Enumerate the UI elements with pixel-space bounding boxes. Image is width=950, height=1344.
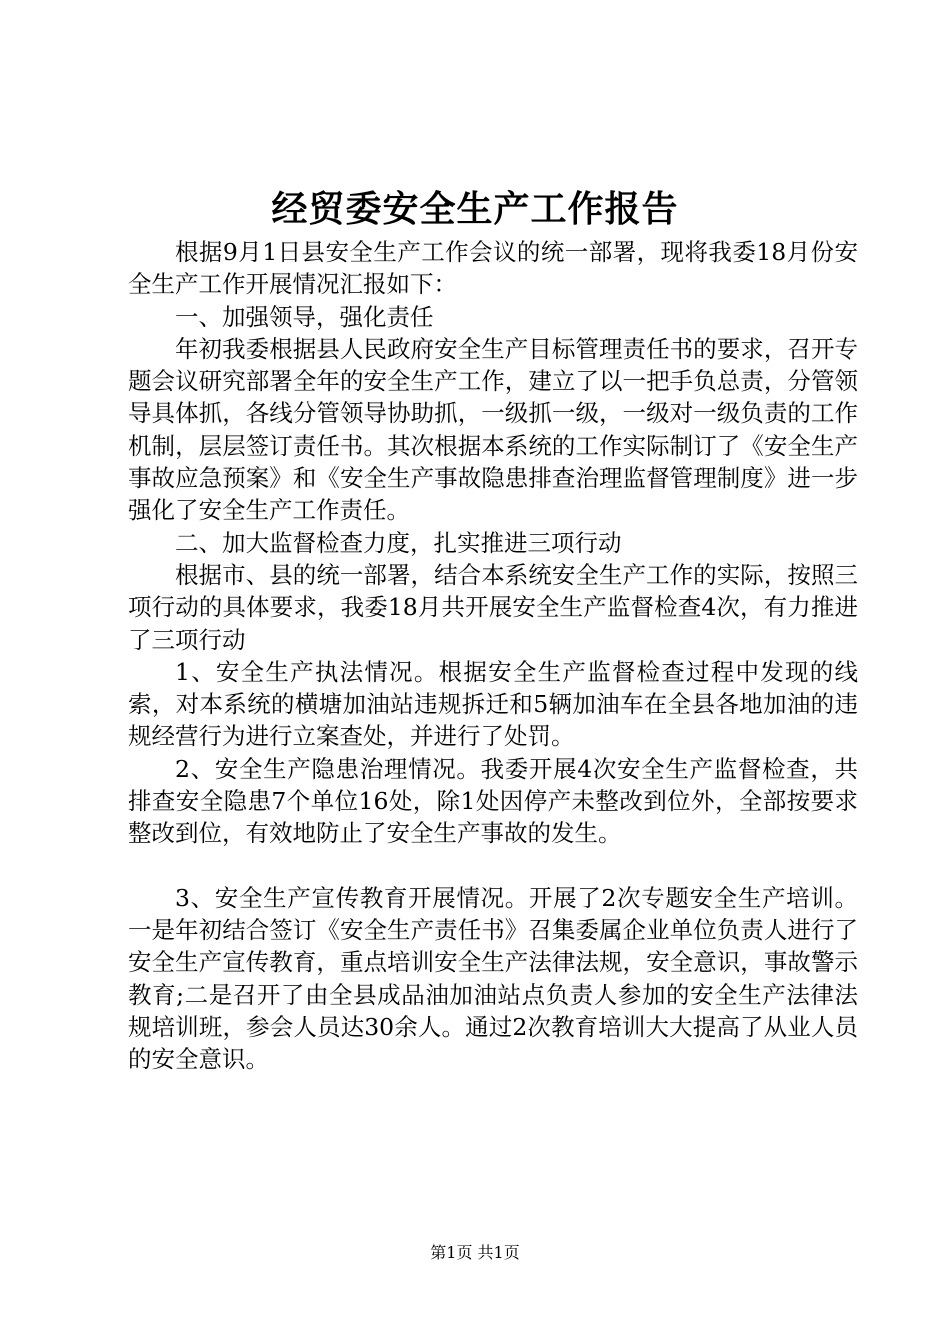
body-paragraph: 年初我委根据县人民政府安全生产目标管理责任书的要求，召开专题会议研究部署全年的安全生产工作，建立了以一把手负总责，分管领导具体抓，各线分管领导协助抓，一级抓一级，一级对一级负责的工作机制，层层签订责任书。其次根据本系统的工作实际制订了《安全生产事故应急预案》和《安全生产事故隐患排查治理监督管理制度》进一步强化了安全生产工作责任。	[128, 334, 858, 525]
document-title: 经贸委安全生产工作报告	[271, 188, 679, 230]
body-paragraph: 根据市、县的统一部署，结合本系统安全生产工作的实际，按照三项行动的具体要求，我委18月共开展安全生产监督检查4次，有力推进了三项行动	[128, 560, 858, 654]
intro-paragraph: 根据9月1日县安全生产工作会议的统一部署，现将我委18月份安全生产工作开展情况汇报如下：	[128, 238, 858, 299]
page-footer: 第1页 共1页	[430, 1243, 520, 1262]
section-heading-1: 一、加强领导，强化责任	[175, 302, 434, 331]
document-body	[128, 236, 858, 1075]
list-item-1: 1、安全生产执法情况。根据安全生产监督检查过程中发现的线索，对本系统的横塘加油站违规拆迁和5辆加油车在全县各地加油的违规经营行为进行立案查处，并进行了处罚。	[128, 657, 858, 751]
list-item-3: 3、安全生产宣传教育开展情况。开展了2次专题安全生产培训。一是年初结合签订《安全生产责任书》召集委属企业单位负责人进行了安全生产宣传教育，重点培训安全生产法律法规，安全意识，事故警示教育;二是召开了由全县成品油加油站点负责人参加的安全生产法律法规培训班，参会人员达30余人。通过2次教育培训大大提高了从业人员的安全意识。	[128, 883, 858, 1074]
section-heading-2: 二、加大监督检查力度，扎实推进三项行动	[175, 528, 622, 557]
list-item-2: 2、安全生产隐患治理情况。我委开展4次安全生产监督检查，共排查安全隐患7个单位16处，除1处因停产未整改到位外，全部按要求整改到位，有效地防止了安全生产事故的发生。	[128, 754, 858, 848]
